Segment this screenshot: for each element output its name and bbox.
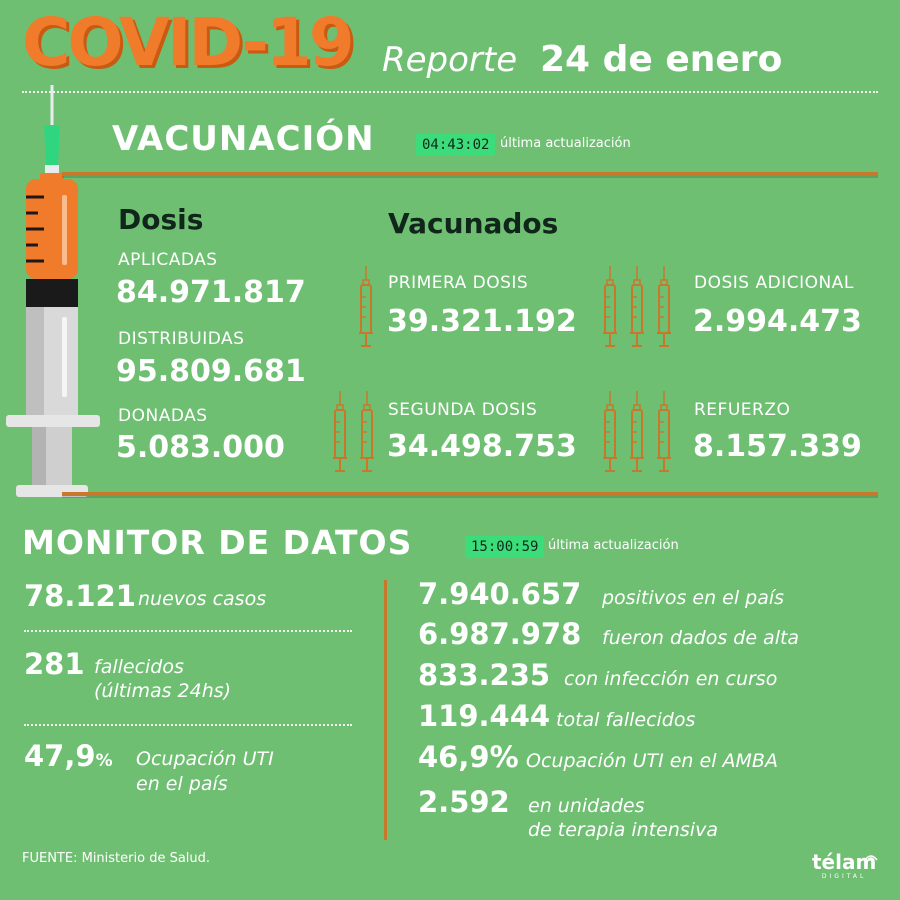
nuevos-casos-desc: nuevos casos [138,588,267,610]
primera-dosis-value: 39.321.192 [387,304,577,339]
vacunacion-top-rule [62,172,878,176]
telam-logo-sub: DIGITAL [821,873,867,880]
signal-icon [864,850,878,862]
infeccion-en-curso-desc: con infección en curso [564,668,778,690]
monitor-time-badge: 15:00:59 [465,536,544,558]
report-date: 24 de enero [540,39,783,80]
ocupacion-uti-amba-value: 46,9 [418,740,490,774]
dosis-adicional-label: DOSIS ADICIONAL [694,273,854,293]
infeccion-en-curso-value: 833.235 [418,658,551,692]
monitor-title: MONITOR DE DATOS [22,523,413,562]
terapia-intensiva-value: 2.592 [418,785,510,819]
dosis-donadas-label: DONADAS [118,406,208,426]
fallecidos-24h-desc: fallecidos [94,656,184,678]
ocupacion-uti-pais-desc2: en el país [136,773,228,795]
total-fallecidos-value: 119.444 [418,699,551,733]
ocupacion-uti-amba-unit: % [489,740,519,774]
ocupacion-uti-pais-desc: Ocupación UTI [136,748,274,770]
segunda-dosis-label: SEGUNDA DOSIS [388,400,538,420]
ocupacion-uti-pais [24,739,113,773]
terapia-intensiva-desc: en unidades [528,795,645,817]
total-fallecidos-desc: total fallecidos [556,709,696,731]
fallecidos-24h-desc2: (últimas 24hs) [94,680,232,702]
dosis-distribuidas-label: DISTRIBUIDAS [118,329,245,349]
vacunacion-title: VACUNACIÓN [112,119,375,159]
refuerzo-value: 8.157.339 [693,429,862,464]
ocupacion-uti-amba-desc: Ocupación UTI en el AMBA [526,750,778,772]
dosis-heading: Dosis [118,203,204,236]
dosis-aplicadas-value: 84.971.817 [116,275,306,310]
source-note: FUENTE: Ministerio de Salud. [22,851,211,866]
left-divider-1 [24,630,352,632]
dados-de-alta-value: 6.987.978 [418,617,582,651]
primera-dosis-label: PRIMERA DOSIS [388,273,529,293]
header-divider [22,91,878,93]
vacunacion-updated-label: última actualización [500,136,631,151]
dosis-aplicadas-label: APLICADAS [118,250,218,270]
vacunacion-time-badge: 04:43:02 [416,134,495,156]
vacunados-heading: Vacunados [388,207,559,240]
dados-de-alta-desc: fueron dados de alta [602,627,800,649]
dosis-donadas-value: 5.083.000 [116,430,285,465]
nuevos-casos-value: 78.121 [24,579,136,613]
segunda-dosis-value: 34.498.753 [387,429,577,464]
refuerzo-label: REFUERZO [694,400,791,420]
monitor-vertical-divider [384,580,387,840]
ocupacion-uti-amba [418,740,519,774]
fallecidos-24h-value: 281 [24,647,85,681]
dosis-adicional-syringe-icon [602,265,674,349]
terapia-intensiva-desc2: de terapia intensiva [528,819,718,841]
refuerzo-syringe-icon [602,390,674,474]
telam-logo-text: télam [812,850,877,874]
dosis-distribuidas-value: 95.809.681 [116,354,306,389]
report-label: Reporte [382,40,518,80]
positivos-value: 7.940.657 [418,577,582,611]
positivos-desc: positivos en el país [602,587,785,609]
segunda-dosis-syringe-icon [332,390,376,474]
dosis-adicional-value: 2.994.473 [693,304,862,339]
ocupacion-uti-pais-value: 47,9 [24,739,96,773]
syringe-illustration [0,85,110,505]
left-divider-2 [24,724,352,726]
main-title: COVID-19 [22,4,352,81]
monitor-updated-label: última actualización [548,538,679,553]
ocupacion-uti-pais-unit: % [95,751,113,771]
primera-dosis-syringe-icon [358,265,374,349]
vacunacion-bottom-rule [62,492,878,496]
